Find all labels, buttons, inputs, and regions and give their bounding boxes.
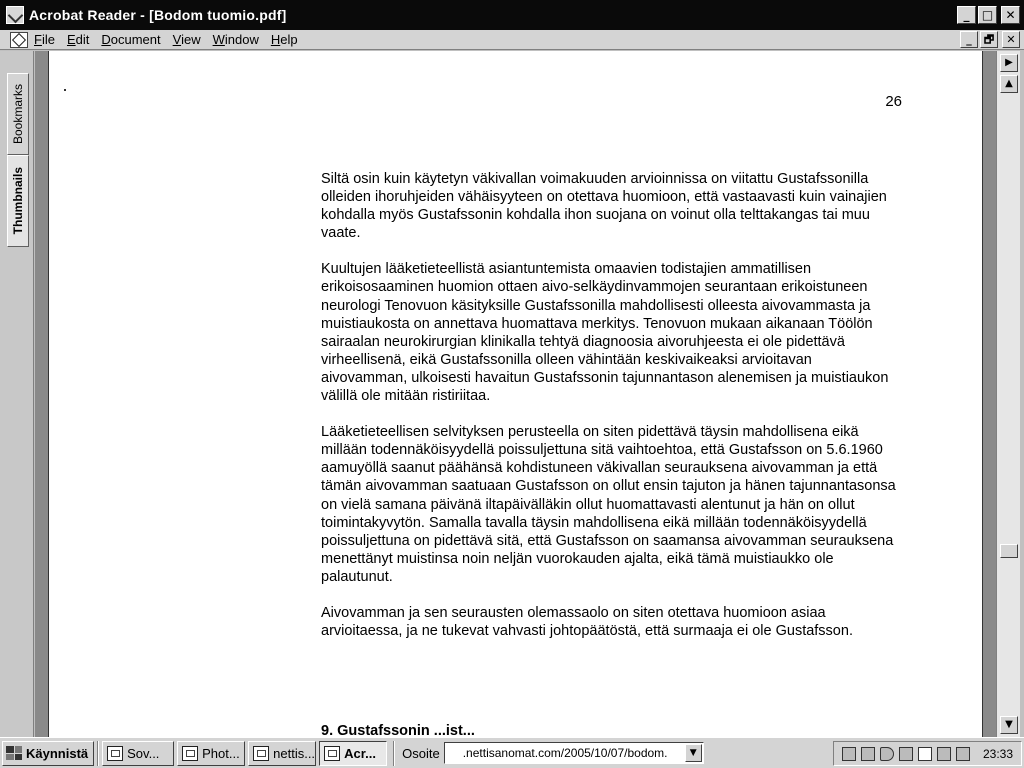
tray-monitor-icon[interactable] [861,747,875,761]
next-page-arrow-icon[interactable]: ▶ [1000,54,1018,72]
menu-help[interactable]: Help [270,32,298,47]
chevron-down-icon[interactable]: ▼ [685,744,702,762]
acrobat-app-icon[interactable] [6,6,24,24]
speaker-icon[interactable] [880,747,894,761]
menu-view[interactable]: View [172,32,201,47]
task-label: nettis... [273,745,316,761]
doc-restore-button[interactable]: 🗗 [980,31,998,48]
page-number: 26 [885,93,902,110]
cutoff-heading: 9. Gustafssonin ...ist... [321,723,475,737]
system-tray [833,741,1022,766]
scan-speck [64,89,66,91]
taskbar [0,737,1024,768]
close-button[interactable]: ✕ [1001,6,1020,24]
tray-utility-icon[interactable] [937,747,951,761]
address-label: Osoite [402,745,440,761]
paragraph-1: Siltä osin kuin käytetyn väkivallan voimakuuden arvioinnissa on viitattu Gustafssonilla olleiden ihoruhjeiden vähäisyyteen on otettava huomioon, että vastaavasti kuin vainajien kohdalla myös Gustafssonin kohdalla ihon suojana on voinut olla telttakangas tai muu vaate. [321,171,887,242]
scroll-down-button[interactable]: ▼ [1000,716,1018,734]
menu-file[interactable]: File [34,32,55,47]
bookmarks-tab-label: Bookmarks [11,83,25,145]
maximize-button[interactable]: □ [978,6,997,24]
title-bar[interactable] [0,0,1024,30]
document-viewport[interactable] [35,51,996,737]
vertical-scrollbar[interactable] [996,51,1020,737]
windows-flag-icon [6,746,22,760]
navigation-pane [0,51,34,737]
minimize-button[interactable]: _ [957,6,976,24]
thumbnails-tab-label: Thumbnails [11,167,25,235]
scroll-thumb[interactable] [1000,544,1018,558]
menu-window[interactable]: Window [212,32,259,47]
thumbnails-tab[interactable] [7,155,29,247]
browser-icon [253,746,269,761]
document-icon[interactable] [10,32,28,48]
clock[interactable]: 23:33 [982,746,1013,761]
tray-filter-icon[interactable] [899,747,913,761]
address-input[interactable] [444,742,704,764]
folder-icon [107,746,123,761]
photo-icon [182,746,198,761]
task-browser[interactable] [248,741,316,766]
menu-document[interactable]: Document [101,32,161,47]
task-acrobat[interactable] [319,741,387,766]
scroll-up-button[interactable]: ▲ [1000,75,1018,93]
acrobat-icon [324,746,340,761]
menu-bar [0,30,1024,50]
tray-sync-icon[interactable] [956,747,970,761]
taskbar-separator [393,741,395,766]
paragraph-3: Lääketieteellisen selvityksen perusteella on siten pidettävä täysin mahdollisena eikä millään todennäköisyydellä poissuljettuna sitä vaihtoehtoa, että Gustafsson on 5.6.1960 aamuyöllä saanut päähänsä kohdistuneen väkivallan seurauksena aivovamman ja että tämän aivovamman saatuaan Gustafsson on ollut ensin tajuton ja hänen tajunnantasonsa on vielä samana päivänä iltapäivälläkin ollut huomattavasti alentunut ja hän on ollut toimintakyvytön. Samalla tavalla täysin mahdollisena eikä millään todennäköisyydellä poissuljettuna on pidettävä sitä, että Gustafsson on saamansa aivovamman seurauksena menettänyt muistinsa noin neljän vuorokauden ajalta, eikä tämä muistiaukko ole palautunut. [321,424,896,585]
task-photo[interactable] [177,741,245,766]
tray-app-icon[interactable] [842,747,856,761]
menu-edit[interactable]: Edit [66,32,90,47]
task-sov[interactable] [102,741,174,766]
doc-minimize-button[interactable]: _ [960,31,978,48]
start-label: Käynnistä [26,745,89,761]
document-body [321,170,901,658]
doc-close-button[interactable]: ✕ [1002,31,1020,48]
window-title: Acrobat Reader - [Bodom tuomio.pdf] [29,7,287,23]
task-label: Sov... [127,745,160,761]
address-value: .nettisanomat.com/2005/10/07/bodom. [462,746,668,760]
task-label: Phot... [202,745,240,761]
task-label: Acr... [344,745,376,761]
paragraph-4: Aivovamman ja sen seurausten olemassaolo on siten otettava huomioon asiaa arvioitaessa, ja ne tukevat vahvasti johtopäätöstä, että surmaaja ei ole Gustafsson. [321,604,853,640]
network-icon[interactable] [918,747,932,761]
taskbar-separator [97,741,99,766]
start-button[interactable] [2,741,94,766]
pdf-page [48,51,983,737]
paragraph-2: Kuultujen lääketieteellistä asiantuntemista omaavien todistajien ammatillisen erikoisosaaminen huomion ottaen aivo-selkäydinvammojen seurantaan erikoistuneen neurologi Tenovuon käsityksille Gustafssonilla mahdollisesti olleesta aivovammasta ja muistiaukosta on annettava huomattava merkitys. Tenovuon mukaan aikanaan Töölön sairaalan neurokirurgian klinikalla tehtyä diagnoosia aivoruhjeesta ei ole pidettävä virheellisenä, eikä Gustafssonilla olleen vähintään keskivaikeaksi arvioitavan aivovamman, ulkoisesti havaitun Gustafssonin tajunnantason alenemisen ja muistiaukon välillä ole mitään ristiriitaa. [321,261,889,405]
bookmarks-tab[interactable] [7,73,29,155]
